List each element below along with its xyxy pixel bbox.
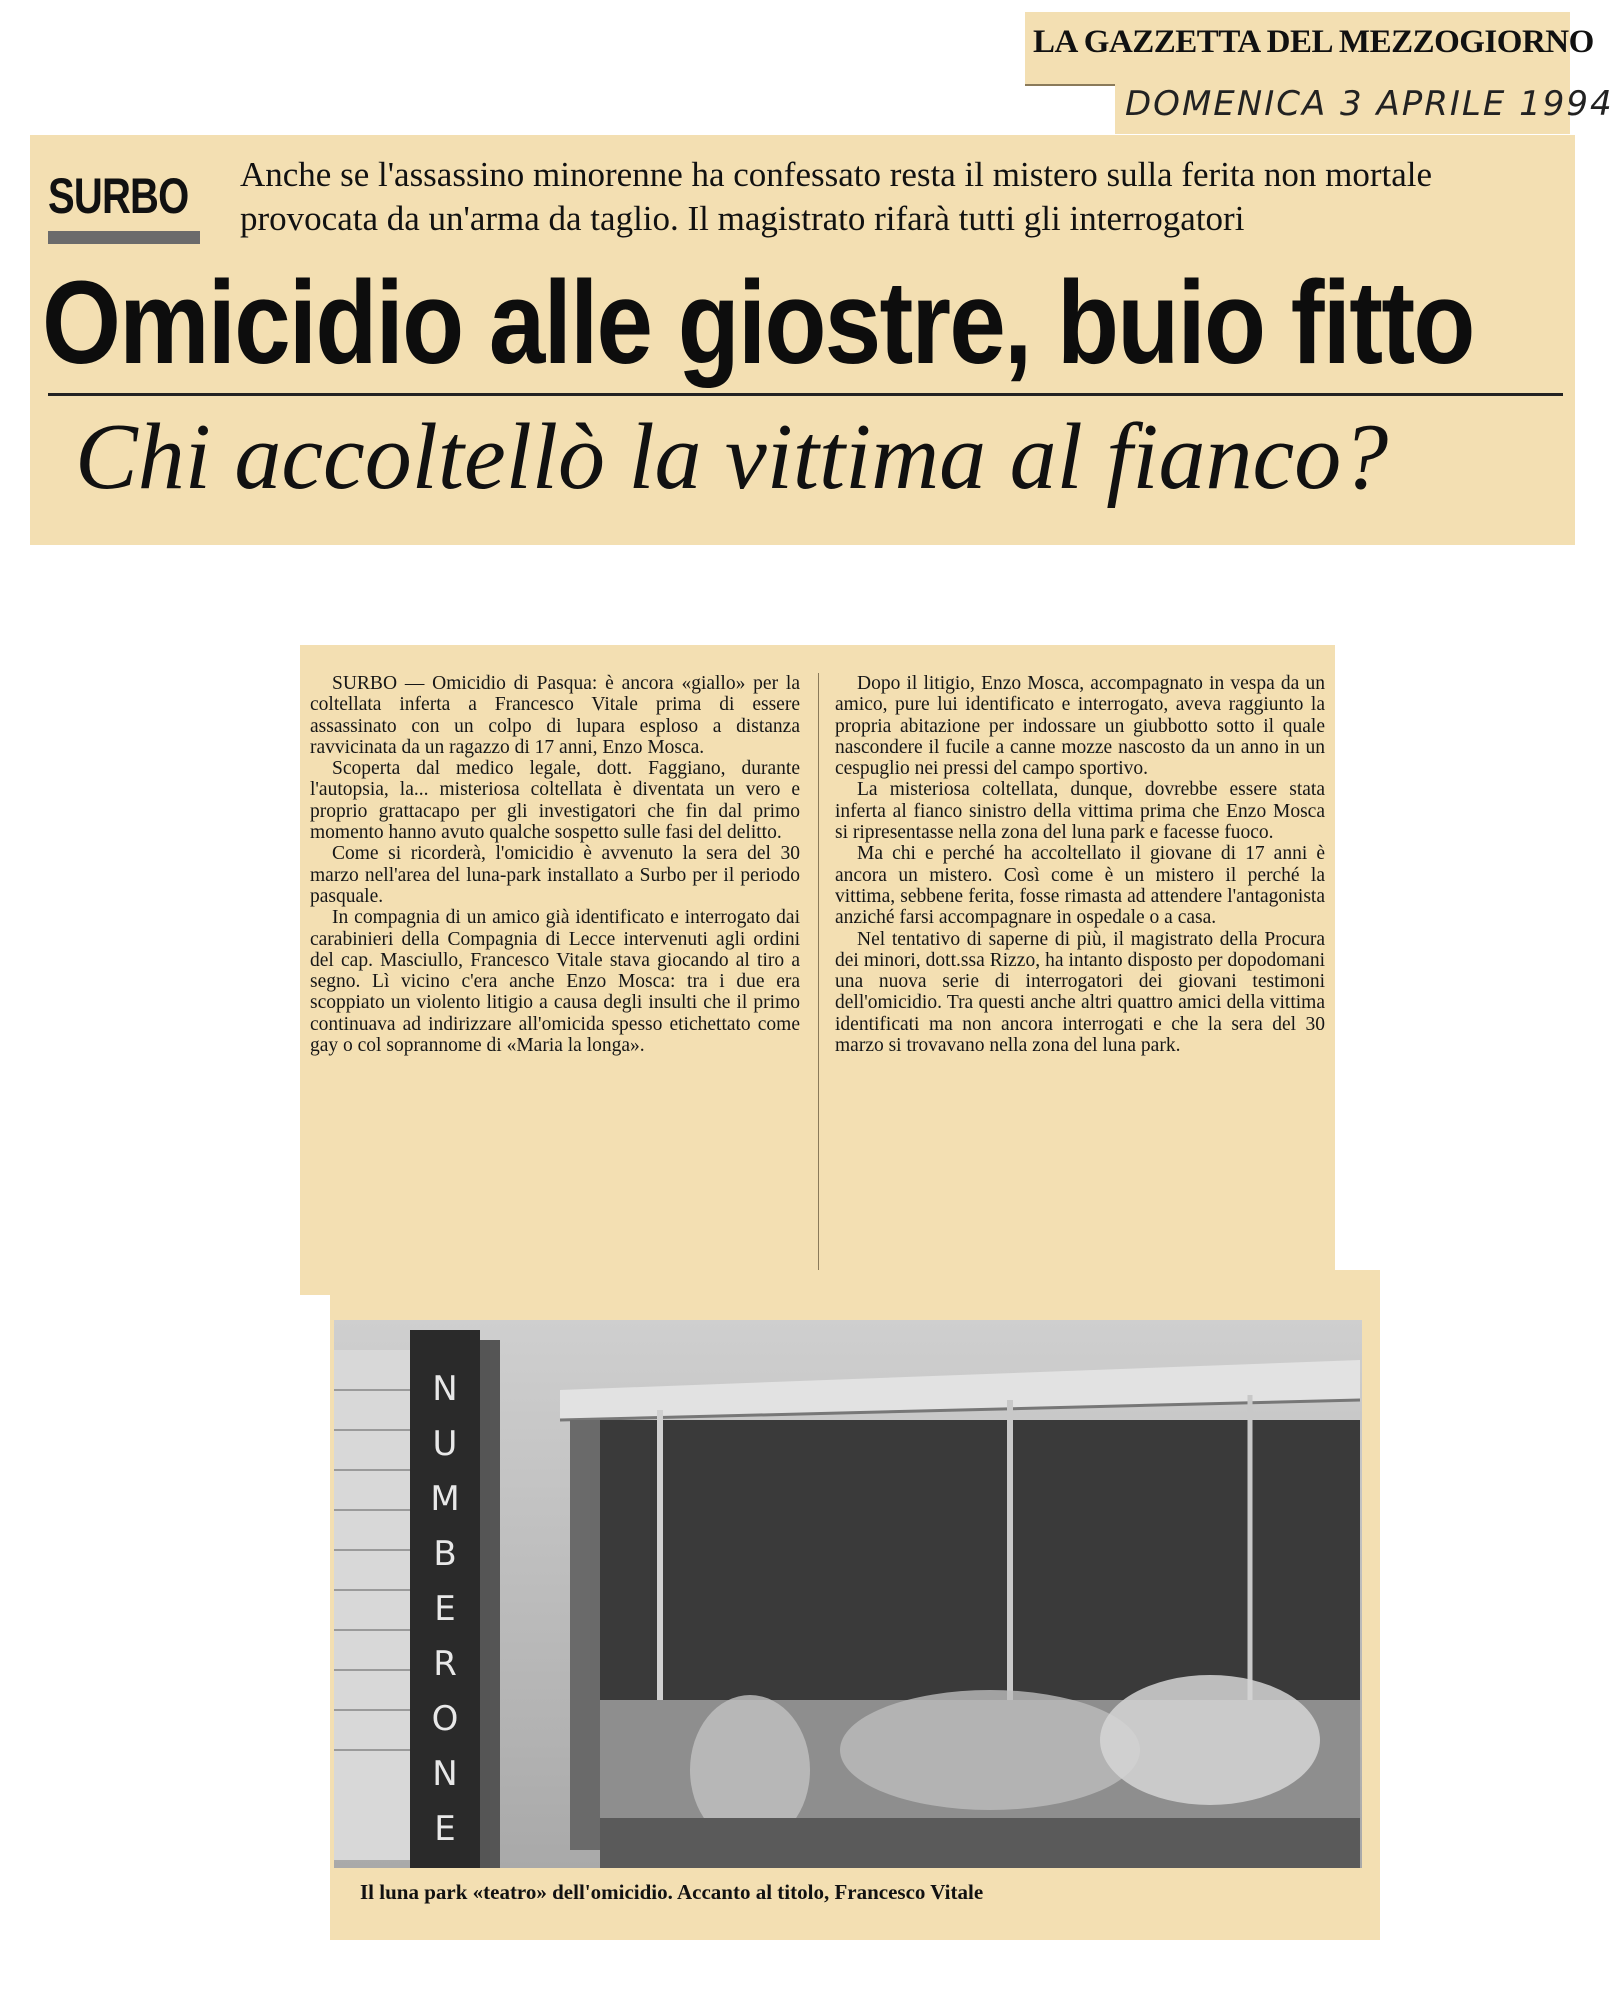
photo-clipping xyxy=(330,1270,1380,1940)
article-paragraph: Come si ricorderà, l'omicidio è avvenuto la sera del 30 marzo nell'area del luna-park installato a Surbo per il periodo pasquale. xyxy=(310,843,800,907)
column-divider xyxy=(818,673,819,1273)
kicker-location: SURBO xyxy=(48,168,189,224)
photo-caption: Il luna park «teatro» dell'omicidio. Accanto al titolo, Francesco Vitale xyxy=(360,1880,984,1904)
sign-letter: N xyxy=(432,1369,458,1409)
article-paragraph: La misteriosa coltellata, dunque, dovrebbe essere stata inferta al fianco sinistro della vittima prima che Enzo Mosca si ripresentasse nella zona del luna park e facesse fuoco. xyxy=(835,779,1325,844)
sign-letter: E xyxy=(434,1589,456,1629)
article-paragraph: Nel tentativo di saperne di più, il magistrato della Procura dei minori, dott.ssa Rizzo, ha intanto disposto per dopodomani una nuova serie di interrogatori dei giovani testimoni dell'omicidio. Tra questi anche altri quattro amici della vittima identificati ma non ancora interrogati e che la sera del 30 marzo si trovavano nella zona del luna park. xyxy=(835,928,1325,1057)
masthead-clipping xyxy=(1025,12,1594,86)
headline-summary: Anche se l'assassino minorenne ha confessato resta il mistero sulla ferita non mortale provocata da un'arma da taglio. Il magistrato rifarà tutti gli interrogatori xyxy=(240,155,1433,238)
building-wall xyxy=(334,1350,414,1860)
sign-letter: U xyxy=(432,1424,458,1464)
kicker-underline xyxy=(48,231,200,244)
article-paragraph: SURBO — Omicidio di Pasqua: è ancora «giallo» per la coltellata inferta a Francesco Vitale prima di essere assassinato con un colpo di lupara esploso a distanza ravvicinata da un ragazzo di 17 anni, Enzo Mosca. xyxy=(310,673,800,758)
newspaper-name: LA GAZZETTA DEL MEZZOGIORNO xyxy=(1033,24,1594,60)
main-headline: Omicidio alle giostre, buio fitto xyxy=(42,257,1474,389)
article-column-left xyxy=(310,673,800,1056)
article-paragraph: In compagnia di un amico già identificato e interrogato dai carabinieri della Compagnia di Lecce intervenuti agli ordini del cap. Masciullo, Francesco Vitale stava giocando al tiro a segno. Lì vicino c'era anche Enzo Mosca: tra i due era scoppiato un violento litigio a causa degli insulti che il primo continuava ad indirizzare all'omicida spesso etichettato come gay o col soprannome di «Maria la longa». xyxy=(310,907,800,1057)
article-paragraph: Ma chi e perché ha accoltellato il giovane di 17 anni è ancora un mistero. Così come è un mistero il perché la vittima, sebbene ferita, fosse rimasta ad attendere l'antagonista anziché farsi accompagnare in ospedale o a casa. xyxy=(835,843,1325,929)
subheadline: Chi accoltellò la vittima al fianco? xyxy=(75,405,1389,509)
headline-clipping xyxy=(30,135,1575,545)
sign-letter: E xyxy=(434,1809,456,1849)
article-paragraph: Scoperta dal medico legale, dott. Faggiano, durante l'autopsia, la... misteriosa coltellata è diventata un vero e proprio grattacapo per gli investigatori che fin dal primo momento hanno avuto qualche sospetto sulle fasi del delitto. xyxy=(310,758,800,844)
ground xyxy=(600,1818,1360,1868)
date-clipping xyxy=(1115,82,1614,134)
headline-divider xyxy=(48,393,1563,396)
luna-park-photo xyxy=(330,1270,1380,1870)
article-paragraph: Dopo il litigio, Enzo Mosca, accompagnato in vespa da un amico, pure lui identificato e interrogato, aveva raggiunto la propria abitazione per indossare un giubbotto sotto il quale nascondere il fucile a canne mozze nascosto da un anno in un cespuglio nei pressi del campo sportivo. xyxy=(835,673,1325,780)
sign-letter-group xyxy=(430,1369,459,1849)
sign-letter: R xyxy=(433,1644,457,1684)
handwritten-date: DOMENICA 3 APRILE 1994 xyxy=(1125,84,1614,124)
stall-interior xyxy=(570,1420,1360,1710)
article-clipping xyxy=(300,645,1335,1295)
kicker-box xyxy=(48,167,228,244)
sign-letter: O xyxy=(431,1699,459,1739)
sign-letter: B xyxy=(433,1534,457,1574)
sign-letter: N xyxy=(432,1754,458,1794)
article-column-right xyxy=(835,673,1325,1056)
sign-letter: M xyxy=(430,1479,460,1519)
sign-pole xyxy=(480,1340,500,1868)
